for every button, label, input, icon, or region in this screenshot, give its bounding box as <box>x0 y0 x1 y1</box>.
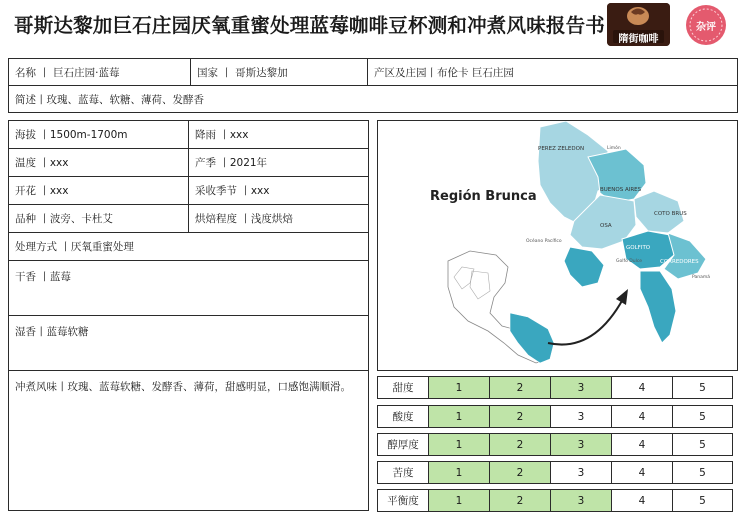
temperature-cell: 温度 丨xxx <box>8 148 189 177</box>
map-label: BUENOS AIRES <box>600 187 642 193</box>
dry-aroma-cell: 干香 丨蓝莓 <box>8 260 369 316</box>
map-label: COTO BRUS <box>654 211 687 217</box>
rating-cell: 4 <box>611 405 673 428</box>
region-cell: 产区及庄园丨布伦卡 巨石庄园 <box>367 58 738 86</box>
cafe-logo <box>607 3 670 46</box>
region-map <box>377 120 738 371</box>
report-title: 哥斯达黎加巨石庄园厌氧重蜜处理蓝莓咖啡豆杯测和冲煮风味报告书 <box>14 14 606 37</box>
rating-cell: 2 <box>489 405 551 428</box>
rating-label: 醇厚度 <box>377 433 429 456</box>
region-map-graphic <box>378 121 738 371</box>
rating-cell: 5 <box>672 461 733 484</box>
review-logo-text: 杂评 <box>696 22 716 33</box>
rating-cell: 1 <box>428 405 490 428</box>
rating-cell: 4 <box>611 376 673 399</box>
map-label: PEREZ ZELEDON <box>538 146 585 152</box>
rating-cell: 2 <box>489 376 551 399</box>
rating-cell: 1 <box>428 376 490 399</box>
process-cell: 处理方式 丨厌氧重蜜处理 <box>8 232 369 261</box>
rating-cell: 1 <box>428 433 490 456</box>
wet-aroma-cell: 湿香丨蓝莓软糖 <box>8 315 369 371</box>
map-label: GOLFITO <box>626 245 651 251</box>
rating-cell: 2 <box>489 433 551 456</box>
cafe-logo-text: 隋街咖啡 <box>618 34 659 45</box>
brew-flavor-cell: 冲煮风味丨玫瑰、蓝莓软糖、发酵香、薄荷，甜感明显，口感饱满顺滑。 <box>8 370 369 511</box>
rating-cell: 5 <box>672 433 733 456</box>
rating-cell: 3 <box>550 489 612 512</box>
small-region-highlight <box>510 313 554 363</box>
variety-cell: 品种 丨波旁、卡杜艾 <box>8 204 189 233</box>
harvest-cell: 采收季节 丨xxx <box>188 176 369 205</box>
rating-cell: 5 <box>672 405 733 428</box>
rating-cell: 2 <box>489 461 551 484</box>
map-label: Golfo Dulce <box>616 259 643 264</box>
map-label: CORREDORES <box>660 259 699 265</box>
rating-cell: 5 <box>672 489 733 512</box>
roast-cell: 烘焙程度 丨浅度烘焙 <box>188 204 369 233</box>
review-logo <box>683 4 729 46</box>
flowering-cell: 开花 丨xxx <box>8 176 189 205</box>
map-region-title: Región Brunca <box>430 189 537 204</box>
rating-cell: 3 <box>550 433 612 456</box>
rating-cell: 1 <box>428 461 490 484</box>
rainfall-cell: 降雨 丨xxx <box>188 120 369 149</box>
rating-label: 酸度 <box>377 405 429 428</box>
rating-cell: 2 <box>489 489 551 512</box>
rating-label: 平衡度 <box>377 489 429 512</box>
map-label: Panamá <box>692 275 711 280</box>
map-arrow <box>548 299 623 345</box>
map-label: Limón <box>607 146 621 151</box>
rating-cell: 1 <box>428 489 490 512</box>
district-osa-peninsula <box>564 247 604 287</box>
country-cell: 国家 丨 哥斯达黎加 <box>190 58 368 86</box>
description-cell: 简述丨玫瑰、蓝莓、软糖、薄荷、发酵香 <box>8 85 738 113</box>
rating-cell: 3 <box>550 376 612 399</box>
altitude-cell: 海拔 丨1500m-1700m <box>8 120 189 149</box>
season-cell: 产季 丨2021年 <box>188 148 369 177</box>
rating-cell: 3 <box>550 405 612 428</box>
rating-label: 苦度 <box>377 461 429 484</box>
rating-cell: 4 <box>611 461 673 484</box>
rating-cell: 5 <box>672 376 733 399</box>
rating-cell: 4 <box>611 489 673 512</box>
district-burica <box>640 271 676 343</box>
name-cell: 名称 丨 巨石庄园·蓝莓 <box>8 58 191 86</box>
rating-cell: 4 <box>611 433 673 456</box>
rating-cell: 3 <box>550 461 612 484</box>
rating-label: 甜度 <box>377 376 429 399</box>
map-label: Océano Pacífico <box>526 239 562 244</box>
map-label: OSA <box>600 223 612 229</box>
